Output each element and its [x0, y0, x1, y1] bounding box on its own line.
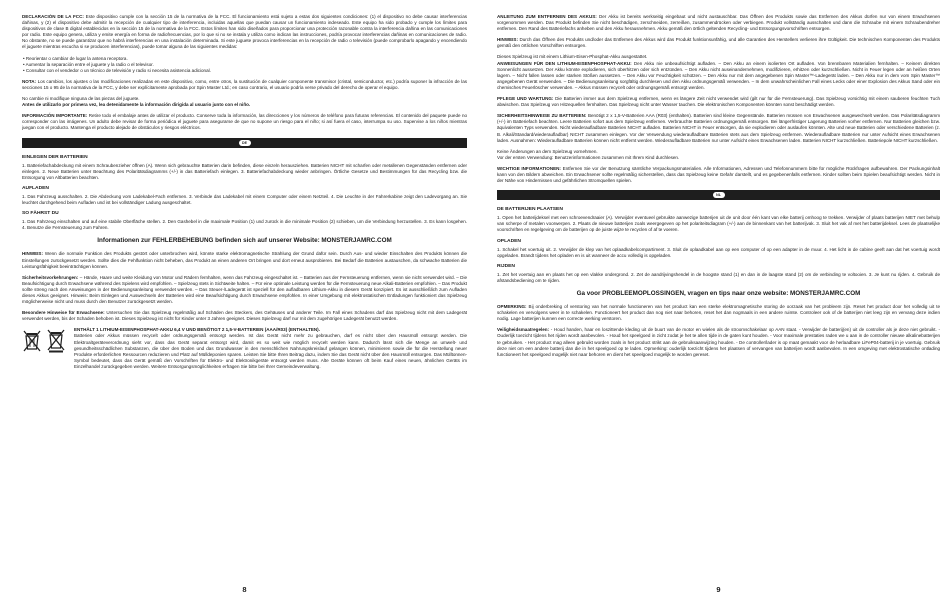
removal-paragraph: [497, 14, 940, 32]
note-text: Los cambios, los ajustes o las modificaciones realizadas en este dispositivo, como, entre otros, la sustitución de cualquier componente transmisor (cristal, semiconductor, etc.) podría suponer la infracción de las secciones 15 o 95 de la normativa de la FCC, y debe ser explícitamente aprobada por Spin Master Ltd.; en caso contrario, el usuario podría verse privado del derecho de operar el equipo.: [22, 78, 467, 90]
list-item: • Consultar con el vendedor o un técnico de televisión y radio si necesita asistencia adicional.: [23, 68, 467, 74]
notice-label: HINWEIS:: [22, 251, 43, 257]
lithium-text: Den Akku nie unbeaufsichtigt aufladen. – Den Akku an einem isolierten Ort aufladen. Von brennbaren Materialien fernhalten. – Keinem direkten Sonnenlicht aussetzen. Der Akku könnte explodieren, sich überhitzen oder sich entzünden. – Den Akku nicht auseinandernehmen, modifizieren, erhitzen oder kurzschließen. Nicht in Feuer legen oder an heißen Orten lagern. – Nicht fallen lassen oder starken Stößen aussetzen. – Den Akku vor Feuchtigkeit schützen. – Den Akku nur mit dem angegebenen Spin Master™-Ladegerät laden. – Den Akku nur in dem vom Spin Master™ angegebenen Gerät verwenden. – Die Bedienungsanleitung sorgfältig durchlesen und den Akku ordnungsgemäß verwenden. – In dem unwahrscheinlichen Fall eines Lecks oder einer Explosion des Akkus Sand oder ein chemisches Feuerlöscher verwenden. – Akkus müssen recycelt oder ordnungsgemäß entsorgt werden.: [497, 60, 940, 90]
troubleshooting-heading: Ga voor PROBLEEMOPLOSSINGEN, vragen en tips naar onze website: MONSTERJAMRC.COM: [576, 290, 861, 298]
disposal-icons: [22, 327, 66, 353]
section-heading-drive: SO FÄHRST DU: [22, 211, 59, 217]
section-heading-charge: OPLADEN: [497, 238, 521, 244]
fcc-note: [22, 79, 467, 91]
drive-text: 1. Das Fahrzeug einschalten und auf eine stabile Oberfläche stellen. 2. Den Gashebel in die maximale Position (1) und zurück in die minimale Position (2) schieben, um die Verbindung herzustellen. 3. Es kann losgehen. 4. Benutze die Fernsteuerung zum Fahren.: [22, 219, 467, 231]
important-info: [22, 113, 467, 131]
safety-paragraph: [22, 275, 467, 305]
important-label: WICHTIGE INFORMATIONEN:: [497, 165, 561, 171]
language-divider-de: [22, 138, 467, 148]
battery-disposal-block: [22, 327, 467, 375]
troubleshooting-heading: Informationen zur FEHLERBEHEBUNG befinden sich auf unserer Website: MONSTERJAMRC.COM: [97, 237, 392, 245]
notice-paragraph: [22, 251, 467, 269]
charge-text: 1. Das Fahrzeug ausschalten. 2. Die Abdeckung vom Ladekabel-Fach entfernen. 3. Verbinde das Ladekabel mit einem Computer oder einem Netzteil. 4. Die Leuchte in der Fahrerkabine zeigt den Ladevorgang an. Sie leuchtet durchgehend beim Aufladen und ist bei vollständiger Ladung ausgeschaltet.: [22, 193, 467, 206]
left-page: [22, 14, 467, 594]
notice-label: OPMERKING:: [497, 304, 527, 310]
list-item: • Reorientar o cambiar de lugar la antena receptora.: [23, 56, 467, 62]
place-text: 1. Open het batterijdeksel met een schroevendraaier (A). Verwijder eventueel gebruikte aanwezige batterijen uit de unit door één kant van elke batterij omhoog te trekken. Verwijder of plaats batterijen NIET met behulp van scherpe of metalen voorwerpen. 2. Plaats de nieuwe batterijen zoals weergegeven op het polariteitsdiagram (+/-) aan de binnenkant van het batterijvak. 3. Sluit het vak af met het batterijdeksel. Lees de plaatselijke voorschriften en regelgeving om de batterijen op de juiste wijze te recyclen of af te voeren.: [497, 215, 940, 233]
battery-safety-text: Benötigt 2 x 1,5-V-Batterien AAA (R03) (enthalten). Batterien sind kleine Gegenstände. Batterien müssen von Erwachsenen ausgewechselt werden. Das Polaritätsdiagramm (+/-) im Batteriefach beachten. Leere Batterien sofort aus dem Spielzeug entfernen. Verbrauchte Batterien ordnungsgemäß entsorgen. Bei längerfristiger Lagerung Batterien vorher entfernen. Nur Batterien gleichen bzw. äquivalenten Typs verwenden. Nicht wiederaufladbare Batterien NICHT aufladen. Batterien NICHT in Feuer entsorgen, da sie explodieren oder auslaufen könnten. Alte und neue Batterien oder verschiedene Batterien (z. B. Alkali/Standard/wiederaufladbar) NICHT zusammen einlegen. Vor der Verwendung wiederaufladbare Batterien stets aus dem Spielzeug entfernen. Wiederaufladbare Batterien nur unter Aufsicht eines Erwachsenen laden. Ausnahmen: Wiederaufladbare Batterien können nicht entfernt werden. Wiederaufladbare Batterien nur unter Aufsicht eines Erwachsenen laden. Batterien NICHT kurzschließen. Batteriepole NICHT kurzschließen.: [497, 113, 940, 143]
removal-label: ANLEITUNG ZUM ENTFERNEN DES AKKUS:: [497, 14, 597, 19]
adult-label: Besondere Hinweise für Erwachsene:: [22, 310, 105, 316]
battery-safety-label: SICHERHEITSHINWEISE ZU BATTERIEN:: [497, 113, 587, 119]
language-divider-nl: [497, 190, 940, 200]
important-text: Retire todo el embalaje antes de utilizar el producto. Conserve toda la información, las direcciones y los números de teléfono para futuras referencias. El contenido del paquete puede no corresponder con las imágenes. Un adulto debe revisar de forma periódica el juguete para asegurarse de que no supone un riesgo para el niño; si así fuera el caso, interrumpa su uso. Supervise a los niños mientras juegan con el producto. Mantenga el producto alejado de obstáculos y riesgos eléctricos.: [22, 113, 467, 131]
important-text: Entfernen Sie vor der Benutzung sämtliche Verpackungsmaterialien. Alle Informationen, Adressen und Telefonnummern bitte für mögliche Rückfragen aufbewahren. Der Packungsinhalt kann von den Bildern abweichen. Ein Erwachsener sollte regelmäßig sicherstellen, dass das Spielzeug keine Gefahr darstellt, und es gegebenenfalls entfernen. Kinder sollten beim Spielen beaufsichtigt werden. Nicht in der Nähe von Hindernissen und gefährlichen Stromquellen spielen.: [497, 165, 940, 184]
notice-text: Bij onderbreking of verstoring van het normale functioneren van het product kan een sterke elektromagnetische storing de oorzaak van het probleem zijn. Reset het product door het volledig uit te schakelen en vervolgens weer in te schakelen. Functioneert het product dan nog niet naar behoren, reset het dan nogmaals in een andere ruimte. Controleer ook of de batterijen niet leeg zijn en vervang deze indien nodig. Lage batterijen kunnen een correcte werking verstoren.: [497, 304, 940, 322]
removal-text: Der Akku ist bereits werkseitig eingebaut und nicht austauschbar. Das Öffnen des Produkts sowie das Entfernen des Akkus dürfen nur von einem Erwachsenen vorgenommen werden. Das Produkt befinden Sie nicht beschädigen, zerschneiden, zerreißen, zusammendrücken oder verbiegen. Produkt vollständig ausschalten und dann die Schraube mit einem Schraubendreher entfernen. Den Rand des Batteriefachs anheben und den Akku herausnehmen. Akku gemäß den örtlich geltenden Recycling- und Entsorgungsvorschriften entsorgen.: [497, 14, 940, 32]
adult-text: Untersuchen Sie das Spielzeug regelmäßig auf Schäden des Steckers, des Gehäuses und anderer Teile. Im Fall eines Schadens darf das Spielzeug nicht mit dem Ladegerät verwendet werden, bis der Schaden behoben ist. Dieses Spielzeug ist nicht für Kinder unter 3 Jahren geeignet. Dieses Spielzeug darf nur mit dem zugehörigen Ladegerät benutzt werden.: [22, 310, 467, 322]
battery-bin-icon: [46, 329, 66, 353]
section-heading-place: DE BATTERIJEN PLAATSEN: [497, 207, 563, 213]
important-label: INFORMACIÓN IMPORTANTE:: [22, 113, 88, 119]
fcc-label: DECLARACIÓN DE LA FCC:: [22, 14, 84, 19]
list-item: • Aumentar la separación entre el juguete y la radio o el televisor.: [23, 62, 467, 68]
battery-safety-paragraph: [497, 113, 940, 143]
section-heading-charge: AUFLADEN: [22, 185, 49, 191]
adult-paragraph: [22, 310, 467, 322]
before-first-text: Vor der ersten Verwendung: Benutzerinformationen zusammen mit Ihrem Kind durchlesen.: [497, 154, 680, 160]
safety-paragraph: [497, 327, 940, 357]
page-number: 9: [716, 585, 721, 594]
drive-text: 1. Zet het voertuig aan en plaats het op een vlakke ondergrond. 2. Zet de aandrijvingshendel in de hoogste stand (1) en dan in de laagste stand (2) om de verbinding te voltooien. 3. Je kunt nu rijden. 4. Gebruik de afstandsbediening om te rijden.: [497, 271, 940, 283]
device-contains-text: Dieses Spielzeug ist mit einem Lithium-Eisen-Phosphat-Akku ausgestattet.: [497, 54, 648, 60]
before-use-text: Antes de utilizarlo por primera vez, lea detenidamente la información dirigida al usuario junto con el niño.: [22, 102, 251, 108]
fcc-measures-list: [22, 56, 467, 74]
batteries-text: 1. Batteriefachabdeckung mit einem Schraubenzieher öffnen (A). Wenn sich gebrauchte Batterien darin befinden, diese einzeln herausziehen. Batterien NICHT mit scharfen oder metallenen Gegenständen entfernen oder einlegen. 2. Neue Batterien unter Beachtung des Polaritätsdiagramms (+/-) in das Batteriefach einlegen. 3. Batteriefachabdeckung wieder anbringen. Örtliche Gesetze und Bestimmungen für das Recycling bzw. die Entsorgung von Altbatterien beachten.: [22, 162, 467, 180]
safety-label: Veiligheidsmaatregelen:: [497, 327, 550, 333]
section-heading-batteries: EINLEGEN DER BATTERIEN: [22, 154, 88, 160]
notice-text: Wenn die normale Funktion des Produkts gestört oder unterbrochen wird, könnte starke elektromagnetische Strahlung der Grund dafür sein. Durch Aus- und wieder Einschalten des Produkts können die Einstellungen zurückgesetzt werden. Sollte dies die Fehlfunktion nicht beheben, das Produkt an einen anderen Ort bringen und dort erneut ausprobieren. Bei Bedarf die Batterien austauschen, da schwache Batterien die Leistungsfähigkeit beeinträchtigen können.: [22, 251, 467, 269]
safety-text: – Hände, Haare und weite Kleidung von Motor und Rädern fernhalten, wenn das Fahrzeug eingeschaltet ist. – Batterien aus der Fernsteuerung entfernen, wenn sie nicht verwendet wird. – Die Beaufsichtigung durch Erwachsene während des Spielens wird empfohlen. – Spielzeug stets in Sichtweite halten. – Für eine optimale Leistung werden für die Fernsteuerung neue Alkali-Batterien empfohlen. – Das Produkt sollte streng nach den Anweisungen in der Bedienungsanleitung verwendet werden. – Das Steuer-/Ladegerät ist speziell für den aufladbaren Lithium-Akku in diesem Gerät konzipiert. Es ist ausschließlich zum Aufladen dieses Akkus geeignet. Hinweis: Beim Einlegen und Auswechseln der Batterien wird eine Beaufsichtigung durch Erwachsene empfohlen. In einer Umgebung mit elektrostatischen Entladungen funktioniert das Spielzeug möglicherweise nicht und muss durch den Benutzer zurückgesetzt werden.: [22, 274, 467, 305]
charge-text: 1. Schakel het voertuig uit. 2. Verwijder de klep van het oplaadkabelcompartiment. 3. Sluit de oplaadkabel aan op een computer of op een adapter in de muur. 4. Het licht in de cabine geeft aan dat het voertuig wordt opgeladen. Brandt tijdens het opladen en is uit wanneer de accu volledig is opgeladen.: [497, 246, 940, 258]
lithium-paragraph: [497, 61, 940, 91]
lithium-label: ANWEISUNGEN FÜR DEN LITHIUM-EISENPHOSPHAT-AKKU:: [497, 60, 632, 66]
battery-contains-text: ENTHÄLT 1 LITHIUM-EISENPHOSPHAT-AKKU 6,4 V UND BENÖTIGT 2 1,5-V-BATTERIEN (AAA/R03) (ENTHALTEN).: [74, 327, 320, 333]
crossed-bin-icon: [22, 329, 42, 353]
care-text: Die Batterien immer aus dem Spielzeug entfernen, wenn es längere Zeit nicht verwendet wird (gilt nur für die Fernsteuerung). Das Spielzeug vorsichtig mit einem sauberen feuchten Tuch abwischen. Das Spielzeug von Hitzequellen fernhalten. Das Spielzeug nicht unter Wasser tauchen. Die elektronischen Komponenten könnten sonst beschädigt werden.: [497, 96, 940, 108]
safety-text: - Houd handen, haar en loszittende kleding uit de buurt van de motor en wielen als de stroomschakelaar op AAN staat. - Verwijder de batterij(en) uit de controller als je deze niet gebruikt. - Ouderlijk toezicht tijdens het rijden wordt aanbevolen. - Houd het speelgoed in zicht zodat je het te allen tijde in de gaten kunt houden. - Voor maximale prestaties raden we u aan in de controller nieuwe alkalinebatterijen te gebruiken. - Het product mag alleen gebruikt worden zoals in het product strikt aan de gebruiksaanwijzing houden. - De controller/lader is op maat gemaakt voor de herlaadbare LiFeP04-batterij in je voertuig. Gebruik deze niet om een andere batterij dan die in het speelgoed op te laden. Opmerking: ouderlijk toezicht tijdens het plaatsen of vervangen van batterijen wordt aanbevolen. In een omgeving met elektrostatische ontlading functioneert het speelgoed mogelijk niet naar behoren en dient het speelgoed mogelijk te worden gereset.: [497, 327, 940, 357]
language-badge: DE: [239, 140, 251, 146]
fcc-text: Este dispositivo cumple con la sección 15 de la normativa de la FCC. El funcionamiento está sujeto a estas dos siguientes condiciones: (1) el dispositivo no debe causar interferencias dañinas, y (2) el dispositivo debe admitir la recepción de cualquier tipo de interferencia, incluidas aquellas que puedan causar un funcionamiento indeseado. Este equipo ha sido probado y cumple los límites para dispositivos de clase B digital establecidos en la sección 15 de la normativa de la FCC. Estos límites han sido diseñados para proporcionar una protección razonable contra la interferencia dañina en las comunicaciones por radio. Este equipo genera, utiliza y emite energía en forma de radiofrecuencias, por lo que si no se instala y utiliza como indican las instrucciones, podría provocar interferencias dañinas en comunicaciones de radio. No obstante, no se puede garantizar que no habrá interferencias en una instalación determinada. Si este juguete provoca interferencias en la recepción de radio o televisión (puede comprobarlo apagando y encendiendo el juguete mientras escucha si se producen interferencias), puede tomar alguna de las siguientes medidas:: [22, 14, 467, 50]
removal-note-text: Durch das Öffnen des Produkts und/oder das Entfernen des Akkus wird das Produkt funktionsunfähig, und alle Garantien des Herstellers verlieren ihre Gültigkeit. Die technischen Komponenten des Produkts gemäß den örtlichen Vorschriften entsorgen.: [497, 37, 940, 49]
battery-disposal-text-block: [74, 327, 467, 375]
notice-paragraph: [497, 304, 940, 322]
battery-disposal-text: Batterien oder Akkus müssen recycelt oder ordnungsgemäß entsorgt werden. Ist das Gerät nicht mehr zu gebrauchen, darf es nicht über den Hausmüll entsorgt werden. Die Elektroaltgeräteverordnung sieht vor, dass das Gerät separat entsorgt wird, damit es so weit wie möglich recycelt werden kann. Dadurch lässt sich die Menge an umwelt- und gesundheitsschädlichen Substanzen, die über den Boden und das Grundwasser in den menschlichen Nahrungskreislauf gelangen können, minimieren sowie die für die Herstellung neuer Produkte erforderlichen Ressourcen reduzieren und Platz auf Mülldeponien sparen. Leisten Sie bitte Ihren Beitrag dazu, indem Sie das Gerät nicht über den Hausmüll entsorgen. Das Mülltonnen-Symbol bedeutet, dass das Gerät gemäß den Vorschriften für Elektro- und Elektronikgeräte entsorgt werden muss. Alte Geräte können oft beim Kauf eines neuen, ähnlichen Geräts im Einzelhandel zurückgegeben werden. Weitere Entsorgungsmöglichkeiten erfragen Sie bitte bei Ihrer Gemeindeverwaltung.: [74, 333, 467, 369]
page-number: 8: [242, 585, 247, 594]
right-page: [497, 14, 940, 594]
care-label: PFLEGE UND WARTUNG:: [497, 96, 554, 102]
note-label: NOTA:: [22, 78, 37, 84]
language-badge: NL: [713, 192, 725, 198]
safety-label: Sicherheitsvorkehrungen:: [22, 274, 79, 280]
removal-note-paragraph: [497, 37, 940, 49]
removal-note-label: HINWEIS:: [497, 37, 518, 43]
no-change-text: Keine Änderungen an dem Spielzeug vornehmen.: [497, 148, 598, 154]
care-paragraph: [497, 96, 940, 108]
section-heading-drive: RIJDEN: [497, 263, 515, 269]
important-paragraph: [497, 166, 940, 184]
fcc-declaration: [22, 14, 467, 51]
no-change-text: No cambie ni modifique ninguna de las piezas del juguete.: [22, 96, 140, 102]
